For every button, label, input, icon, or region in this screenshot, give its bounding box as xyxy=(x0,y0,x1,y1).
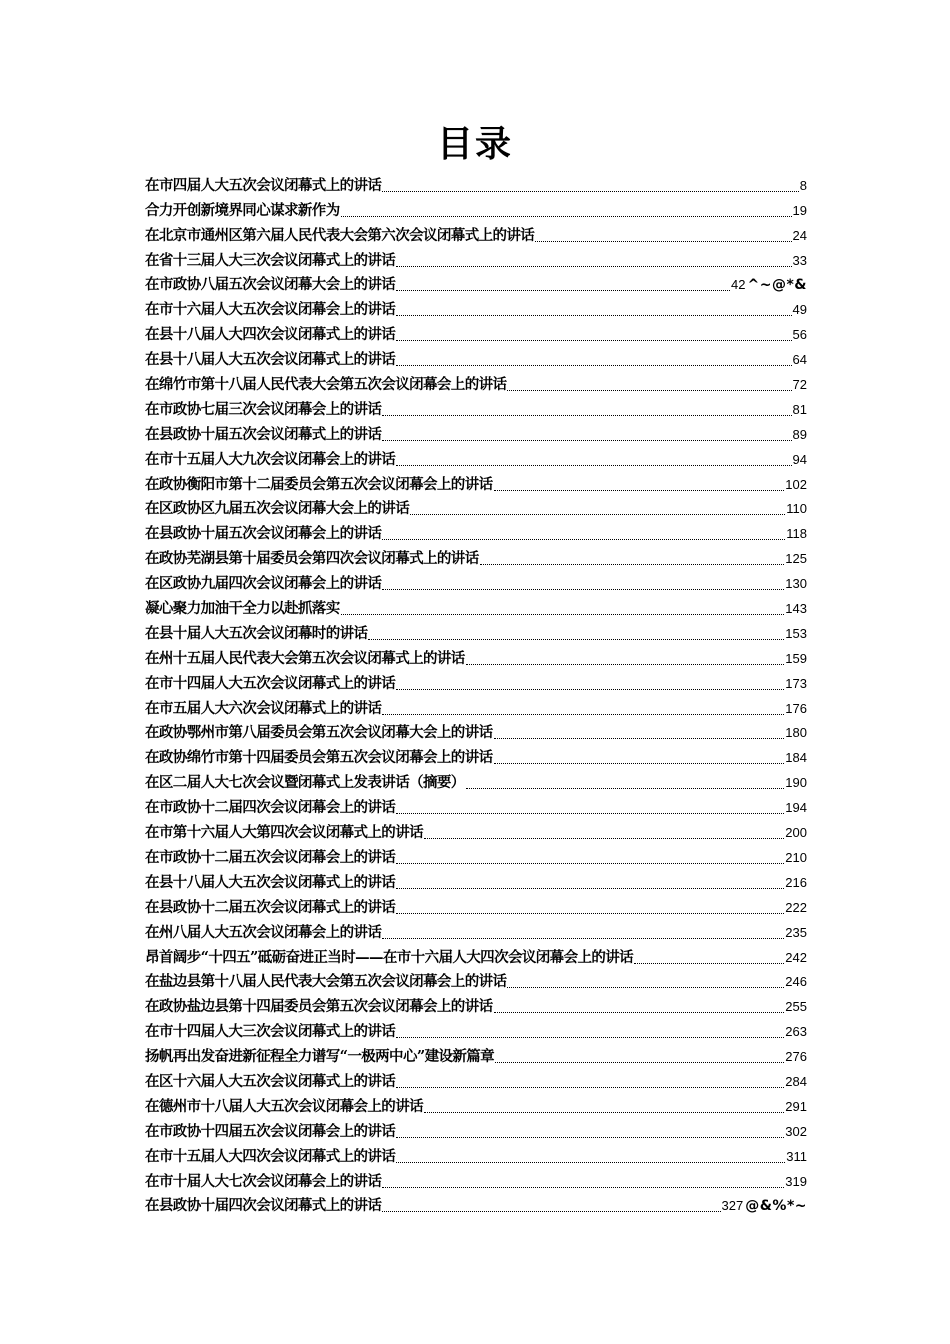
toc-entry-page-number: 222 xyxy=(785,899,807,915)
toc-entry[interactable] xyxy=(145,594,807,619)
dot-leader xyxy=(382,414,791,416)
toc-entry[interactable] xyxy=(145,295,807,320)
dot-leader xyxy=(382,439,791,441)
toc-entry-title: 在市十四届人大三次会议闭幕式上的讲话 xyxy=(145,1023,396,1041)
dot-leader xyxy=(634,962,784,964)
toc-entry-title: 凝心聚力加油干全力以赴抓落实 xyxy=(145,600,340,618)
toc-entry-page-number: 276 xyxy=(785,1049,807,1065)
dot-leader xyxy=(396,1086,784,1088)
toc-entry[interactable] xyxy=(145,246,807,271)
toc-entry[interactable] xyxy=(145,196,807,221)
toc-entry[interactable] xyxy=(145,1117,807,1142)
toc-entry-page-number: 102 xyxy=(785,476,807,492)
toc-entry[interactable] xyxy=(145,868,807,893)
toc-entry-title: 在州八届人大五次会议闭幕会上的讲话 xyxy=(145,923,382,941)
dot-leader xyxy=(494,762,785,764)
toc-entry[interactable] xyxy=(145,569,807,594)
toc-entry-page-number: 8 xyxy=(799,177,807,193)
toc-entry-title: 在政协芜湖县第十届委员会第四次会议闭幕式上的讲话 xyxy=(145,550,479,568)
toc-entry[interactable] xyxy=(145,843,807,868)
toc-entry[interactable] xyxy=(145,495,807,520)
toc-entry[interactable] xyxy=(145,1167,807,1192)
toc-entry-page-number: 302 xyxy=(785,1123,807,1139)
toc-entry-page-number: 284 xyxy=(785,1073,807,1089)
toc-entry-page-number: 255 xyxy=(785,999,807,1015)
toc-entry-title: 在州十五届人民代表大会第五次会议闭幕式上的讲话 xyxy=(145,649,465,667)
toc-entry-title: 在市十五届人大四次会议闭幕式上的讲话 xyxy=(145,1147,396,1165)
toc-entry-page-number: 125 xyxy=(785,551,807,567)
toc-entry-page-number: 33 xyxy=(792,252,807,268)
toc-entry-page-number: 42 xyxy=(731,277,746,293)
toc-entry-page-number: 49 xyxy=(792,302,807,318)
toc-entry-title: 在县十八届人大五次会议闭幕式上的讲话 xyxy=(145,351,396,369)
dot-leader xyxy=(396,265,791,267)
toc-entry-page-number: 180 xyxy=(785,725,807,741)
toc-entry-page-number: 153 xyxy=(785,625,807,641)
toc-entry-title: 在省十三届人大三次会议闭幕式上的讲话 xyxy=(145,251,396,269)
toc-entry-page-number: 130 xyxy=(785,576,807,592)
toc-entry-title: 在市四届人大五次会议闭幕式上的讲话 xyxy=(145,176,382,194)
dot-leader xyxy=(424,1111,784,1113)
toc-entry-title: 在政协盐边县第十四届委员会第五次会议闭幕会上的讲话 xyxy=(145,998,493,1016)
toc-entry-title: 在北京市通州区第六届人民代表大会第六次会议闭幕式上的讲话 xyxy=(145,226,535,244)
dot-leader xyxy=(495,1061,784,1063)
toc-entry-page-number: 64 xyxy=(792,352,807,368)
toc-entry-page-number: 56 xyxy=(792,327,807,343)
toc-entry-page-number: 319 xyxy=(785,1173,807,1189)
toc-entry[interactable] xyxy=(145,395,807,420)
toc-entry[interactable] xyxy=(145,1142,807,1167)
toc-entry-page-number: 19 xyxy=(792,202,807,218)
toc-entry-title: 扬帆再出发奋进新征程全力谱写“一极两中心”建设新篇章 xyxy=(145,1048,495,1066)
toc-entry-page-number: 327 xyxy=(721,1198,744,1214)
toc-entry[interactable] xyxy=(145,1192,807,1217)
toc-entry[interactable] xyxy=(145,171,807,196)
toc-entry-page-number: 118 xyxy=(786,526,807,542)
toc-entry-page-number: 176 xyxy=(785,700,807,716)
toc-entry-title: 在县政协十届五次会议闭幕式上的讲话 xyxy=(145,425,382,443)
toc-entry[interactable] xyxy=(145,893,807,918)
toc-entry-page-number: 246 xyxy=(785,974,807,990)
dot-leader xyxy=(494,489,785,491)
dot-leader xyxy=(368,638,784,640)
toc-entry-page-number: 291 xyxy=(785,1098,807,1114)
toc-entry-page-number: 184 xyxy=(785,750,807,766)
toc-entry-title: 在政协衡阳市第十二届委员会第五次会议闭幕会上的讲话 xyxy=(145,475,493,493)
toc-entry-title: 在德州市十八届人大五次会议闭幕会上的讲话 xyxy=(145,1097,423,1115)
dot-leader xyxy=(341,215,792,217)
dot-leader xyxy=(396,1036,784,1038)
toc-entry-title: 在市十六届人大五次会议闭幕会上的讲话 xyxy=(145,301,396,319)
toc-entry-title: 在市政协十四届五次会议闭幕会上的讲话 xyxy=(145,1122,396,1140)
toc-entry[interactable] xyxy=(145,694,807,719)
toc-entry[interactable] xyxy=(145,470,807,495)
dot-leader xyxy=(507,389,791,391)
toc-entry[interactable] xyxy=(145,719,807,744)
toc-entry[interactable] xyxy=(145,1017,807,1042)
toc-entry[interactable] xyxy=(145,370,807,395)
toc-entry-title: 在区政协九届四次会议闭幕会上的讲话 xyxy=(145,575,382,593)
dot-leader xyxy=(466,663,785,665)
toc-entry-page-number: 24 xyxy=(792,227,807,243)
toc-entry[interactable] xyxy=(145,743,807,768)
toc-entry[interactable] xyxy=(145,221,807,246)
toc-entry-page-number: 210 xyxy=(785,849,807,865)
toc-entry-page-number: 235 xyxy=(785,924,807,940)
dot-leader xyxy=(494,1011,785,1013)
toc-entry-page-number: 81 xyxy=(792,401,807,417)
toc-entry-title: 在区十六届人大五次会议闭幕式上的讲话 xyxy=(145,1072,396,1090)
dot-leader xyxy=(382,713,784,715)
toc-entry-title: 在政协绵竹市第十四届委员会第五次会议闭幕会上的讲话 xyxy=(145,749,493,767)
dot-leader xyxy=(396,289,730,291)
toc-entry-page-number: 311 xyxy=(786,1148,807,1164)
toc-entry-title: 在市政协十二届五次会议闭幕会上的讲话 xyxy=(145,848,396,866)
toc-entry-page-number: 159 xyxy=(785,650,807,666)
toc-entry[interactable] xyxy=(145,768,807,793)
toc-entry-page-number: 72 xyxy=(792,377,807,393)
dot-leader xyxy=(396,862,784,864)
toc-entry-page-number: 194 xyxy=(785,800,807,816)
dot-leader xyxy=(535,240,791,242)
dot-leader xyxy=(382,1210,720,1212)
toc-entry-title: 在县政协十届五次会议闭幕会上的讲话 xyxy=(145,525,382,543)
toc-entry[interactable] xyxy=(145,271,807,296)
toc-entry-title: 在区二届人大七次会议暨闭幕式上发表讲话（摘要） xyxy=(145,774,465,792)
dot-leader xyxy=(396,887,784,889)
toc-entry-title: 在政协鄂州市第八届委员会第五次会议闭幕大会上的讲话 xyxy=(145,724,493,742)
toc-list xyxy=(145,171,807,1216)
toc-entry[interactable] xyxy=(145,669,807,694)
dot-leader xyxy=(396,364,791,366)
toc-entry-page-number: 143 xyxy=(785,601,807,617)
toc-entry-title: 在县政协十二届五次会议闭幕式上的讲话 xyxy=(145,898,396,916)
dot-leader xyxy=(396,339,791,341)
toc-entry-title: 昂首阔步“十四五”砥砺奋进正当时——在市十六届人大四次会议闭幕会上的讲话 xyxy=(145,948,634,966)
dot-leader xyxy=(396,314,791,316)
toc-entry-page-number: 89 xyxy=(792,426,807,442)
toc-entry[interactable] xyxy=(145,420,807,445)
toc-entry-title: 在市十四届人大五次会议闭幕式上的讲话 xyxy=(145,674,396,692)
dot-leader xyxy=(382,538,785,540)
toc-entry[interactable] xyxy=(145,818,807,843)
toc-entry-title: 在市十届人大七次会议闭幕会上的讲话 xyxy=(145,1172,382,1190)
toc-entry[interactable] xyxy=(145,445,807,470)
toc-entry-title: 在区政协区九届五次会议闭幕大会上的讲话 xyxy=(145,500,410,518)
toc-title: 目录 xyxy=(436,123,513,165)
toc-entry[interactable] xyxy=(145,968,807,993)
toc-entry[interactable] xyxy=(145,943,807,968)
toc-entry-title: 在绵竹市第十八届人民代表大会第五次会议闭幕会上的讲话 xyxy=(145,376,507,394)
toc-entry-suffix-symbols: @&%*~ xyxy=(745,1198,807,1215)
toc-entry[interactable] xyxy=(145,1067,807,1092)
toc-entry-title: 在市十五届人大九次会议闭幕会上的讲话 xyxy=(145,450,396,468)
dot-leader xyxy=(396,688,784,690)
toc-entry[interactable] xyxy=(145,992,807,1017)
toc-entry-title: 在市第十六届人大第四次会议闭幕式上的讲话 xyxy=(145,824,423,842)
dot-leader xyxy=(396,1136,784,1138)
toc-entry-page-number: 110 xyxy=(786,501,807,517)
toc-entry[interactable] xyxy=(145,544,807,569)
dot-leader xyxy=(396,464,791,466)
toc-entry[interactable] xyxy=(145,793,807,818)
toc-entry[interactable] xyxy=(145,1042,807,1067)
dot-leader xyxy=(382,588,784,590)
toc-entry[interactable] xyxy=(145,1092,807,1117)
dot-leader xyxy=(396,812,784,814)
dot-leader xyxy=(341,613,785,615)
toc-entry-title: 在市政协七届三次会议闭幕会上的讲话 xyxy=(145,400,382,418)
dot-leader xyxy=(507,986,784,988)
toc-entry-page-number: 242 xyxy=(785,949,807,965)
toc-entry[interactable] xyxy=(145,320,807,345)
toc-entry-page-number: 216 xyxy=(785,874,807,890)
toc-entry-title: 在县十届人大五次会议闭幕时的讲话 xyxy=(145,624,368,642)
toc-entry[interactable] xyxy=(145,619,807,644)
toc-entry-page-number: 200 xyxy=(785,825,807,841)
toc-entry-title: 在市政协十二届四次会议闭幕会上的讲话 xyxy=(145,799,396,817)
toc-entry-page-number: 94 xyxy=(792,451,807,467)
dot-leader xyxy=(494,737,785,739)
toc-entry[interactable] xyxy=(145,345,807,370)
toc-entry-title: 在县政协十届四次会议闭幕式上的讲话 xyxy=(145,1197,382,1215)
toc-entry-page-number: 173 xyxy=(785,675,807,691)
toc-entry-title: 在市五届人大六次会议闭幕式上的讲话 xyxy=(145,699,382,717)
toc-entry-suffix-symbols: ^~@*& xyxy=(747,277,807,294)
dot-leader xyxy=(480,563,785,565)
toc-entry[interactable] xyxy=(145,519,807,544)
toc-entry-title: 在市政协八届五次会议闭幕大会上的讲话 xyxy=(145,276,396,294)
dot-leader xyxy=(382,937,784,939)
dot-leader xyxy=(410,513,785,515)
toc-entry-title: 在盐边县第十八届人民代表大会第五次会议闭幕会上的讲话 xyxy=(145,973,507,991)
dot-leader xyxy=(396,1161,785,1163)
toc-entry-page-number: 190 xyxy=(785,775,807,791)
toc-entry-title: 在县十八届人大五次会议闭幕式上的讲话 xyxy=(145,873,396,891)
toc-entry-title: 在县十八届人大四次会议闭幕式上的讲话 xyxy=(145,326,396,344)
dot-leader xyxy=(382,1186,784,1188)
dot-leader xyxy=(382,190,798,192)
toc-entry-title: 合力开创新境界同心谋求新作为 xyxy=(145,201,340,219)
toc-entry[interactable] xyxy=(145,644,807,669)
dot-leader xyxy=(424,837,784,839)
dot-leader xyxy=(466,787,785,789)
dot-leader xyxy=(396,912,784,914)
toc-entry-page-number: 263 xyxy=(785,1024,807,1040)
toc-entry[interactable] xyxy=(145,918,807,943)
